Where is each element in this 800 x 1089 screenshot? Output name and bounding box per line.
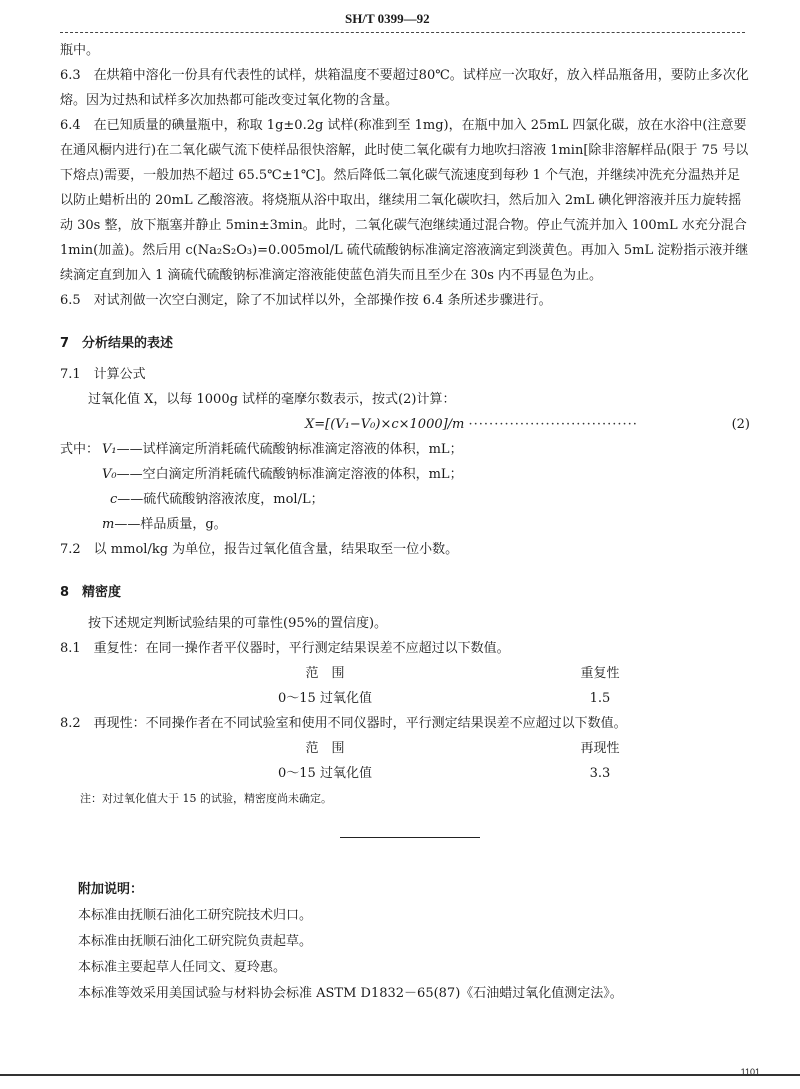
formula-number: (2) [731,417,750,432]
main-content [60,38,750,811]
clause-8-2: 8.2 再现性：不同操作者在不同试验室和使用不同仪器时，平行测定结果误差不应超过以下数值。 [60,716,627,731]
section-8-heading: 8 精密度 [60,585,122,600]
continued-text: 瓶中。 [60,43,100,58]
section-7-heading: 7 分析结果的表述 [60,336,174,351]
appendix-line: 本标准等效采用美国试验与材料协会标准 ASTM D1832－65(87)《石油蜡过氧化值测定法》。 [78,986,623,1001]
table-cell-value: 3.3 [589,766,611,781]
standard-code: SH/T 0399—92 [345,11,430,26]
appendix-line: 本标准由抚顺石油化工研究院技术归口。 [78,908,313,923]
definition-text: ——空白滴定所消耗硫代硫酸钠标准滴定溶液的体积，mL； [116,467,463,482]
footer-rule [0,1074,800,1076]
definition-symbol: m [102,517,115,532]
appendix-line: 本标准由抚顺石油化工研究院负责起草。 [78,934,313,949]
clause-6-5: 6.5 对试剂做一次空白测定，除了不加试样以外，全部操作按 6.4 条所述步骤进行。 [60,293,552,308]
header-rule [60,32,745,33]
definition-text: ——试样滴定所消耗硫代硫酸钠标准滴定溶液的体积，mL； [116,442,463,457]
clause-7-1-intro: 过氧化值 X，以每 1000g 试样的毫摩尔数表示，按式(2)计算： [88,392,456,407]
definition-row [60,512,750,537]
definition-symbol: V₀ [102,467,117,482]
definition-symbol: c [110,492,118,507]
clause-6-4: 6.4 在已知质量的碘量瓶中，称取 1g±0.2g 试样(称准到至 1mg)，在瓶中加入 25mL 四氯化碳，放在水浴中(注意要在通风橱内进行)在二氧化碳气流下使样品很快溶解，此时使二氧化碳有力地吹扫溶液 1min[除非溶解样品(限于 75 号以下熔点)需要，一般加热不超过 65.5℃±1℃]。然后降低二氧化碳气流速度到每秒 1 个气泡，并继续冲洗充分温热并足以防止蜡析出的 20mL 乙酸溶液。将烧瓶从浴中取出，继续用二氧化碳吹扫，然后加入 2mL 碘化钾溶液并压力旋转摇动 30s 整，放下瓶塞并静止 5min±3min。此时，二氧化碳气泡继续通过混合物。停止气流并加入 100mL 水充分混合 1min(加盖)。然后用 c(Na₂S₂O₃)=0.005mol/L 硫代硫酸钠标准滴定溶液滴定到淡黄色。再加入 5mL 淀粉指示液并继续滴定直到加入 1 滴硫代硫酸钠标准滴定溶液能使蓝色消失而且至少在 30s 内不再显色为止。 [60,118,749,283]
appendix-title: 附加说明： [78,882,144,897]
page-header [0,0,800,40]
appendix-notes [78,877,758,1007]
clause-7-1-title: 7.1 计算公式 [60,367,146,382]
table-row [225,736,715,761]
clause-8-1: 8.1 重复性：在同一操作者平仪器时，平行测定结果误差不应超过以下数值。 [60,641,510,656]
table-header-range: 范 围 [305,741,345,756]
separator-rule [340,837,480,838]
clause-7-2: 7.2 以 mmol/kg 为单位，报告过氧化值含量，结果取至一位小数。 [60,542,459,557]
table-row [225,686,715,711]
definition-row [60,437,750,462]
reproducibility-table [225,736,715,786]
table-cell-range: 0～15 过氧化值 [278,691,372,706]
definition-text: ——样品质量，g。 [114,517,227,532]
table-header-reproducibility: 再现性 [580,741,620,756]
definition-symbol: V₁ [102,442,117,457]
section-8-intro: 按下述规定判断试验结果的可靠性(95%的置信度)。 [88,616,388,631]
table-cell-range: 0～15 过氧化值 [278,766,372,781]
definition-row [60,487,750,512]
definitions-lead: 式中： [60,442,100,457]
table-cell-value: 1.5 [589,691,611,706]
table-header-repeatability: 重复性 [580,666,620,681]
clause-6-3: 6.3 在烘箱中溶化一份具有代表性的试样，烘箱温度不要超过80℃。试样应一次取好，放入样品瓶备用，要防止多次化熔。因为过热和试样多次加热都可能改变过氧化物的含量。 [60,68,749,108]
table-row [225,761,715,786]
table-header-range: 范 围 [305,666,345,681]
table-row [225,661,715,686]
formula-expression: X=[(V₁−V₀)×c×1000]/m [305,417,465,432]
page-number: 1101 [740,1067,760,1077]
definition-row [60,462,750,487]
formula-leader-dots: ································· [468,417,638,432]
appendix-line: 本标准主要起草人任同文、夏玲惠。 [78,960,287,975]
precision-note: 注：对过氧化值大于 15 的试验，精密度尚未确定。 [80,792,332,805]
definition-text: ——硫代硫酸钠溶液浓度，mol/L； [117,492,324,507]
repeatability-table [225,661,715,711]
symbol-definitions [60,437,750,537]
formula-2 [60,412,750,437]
